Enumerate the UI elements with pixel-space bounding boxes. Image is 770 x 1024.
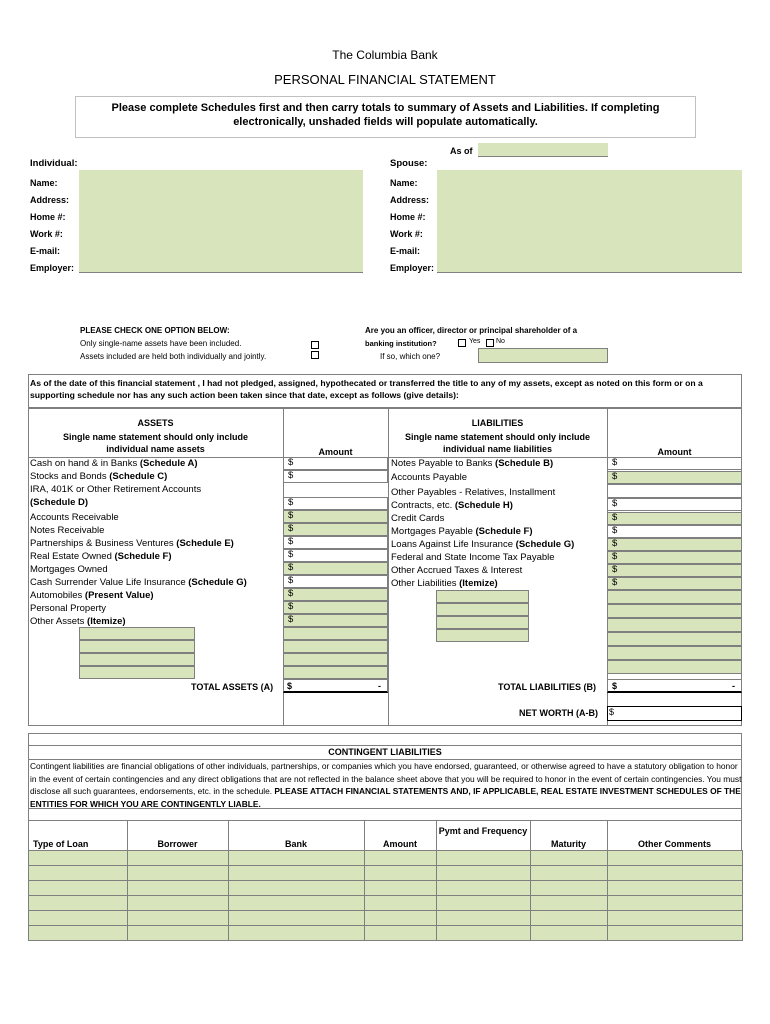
yes-checkbox[interactable] bbox=[458, 339, 466, 347]
asset-amount-cell[interactable] bbox=[283, 640, 388, 653]
liability-dollar-sign: $ bbox=[612, 498, 618, 509]
asset-amount-cell[interactable] bbox=[283, 470, 388, 483]
liability-amount-cell[interactable] bbox=[607, 471, 742, 484]
page-title: PERSONAL FINANCIAL STATEMENT bbox=[274, 72, 496, 87]
contingent-table-cell[interactable] bbox=[530, 865, 608, 881]
contingent-table-cell[interactable] bbox=[127, 880, 229, 896]
contingent-table-cell[interactable] bbox=[436, 910, 531, 926]
asset-row-label: Personal Property bbox=[30, 603, 107, 614]
asset-amount-cell[interactable] bbox=[283, 653, 388, 666]
contingent-table-cell[interactable] bbox=[364, 925, 437, 941]
asset-amount-cell[interactable] bbox=[283, 627, 388, 640]
contingent-text: Contingent liabilities are financial obligations of other individuals, partnerships, or companies which you have endorsed, guaranteed, or otherwise agreed to have a statutory obligation to honor in the event of certain contingencies and any direct obligations that are not reflected in the balance sheet above that you will be required to honor in the event of certain contingencies. You must disclose all such guarantees, endorsements, etc. in the schedule. PLEASE ATTACH FINANCIAL STATEMENTS AND, IF APPLICABLE, REAL ESTATE INVESTMENT SCHEDULES OF THE ENTITIES FOR WHICH YOU ARE CONTINGENTLY LIABLE. bbox=[30, 761, 742, 809]
asset-amount-cell[interactable] bbox=[283, 497, 388, 510]
total-assets-cell bbox=[283, 679, 388, 693]
asset-amount-cell[interactable] bbox=[283, 588, 388, 601]
no-label: No bbox=[496, 338, 505, 345]
contingent-column-header: Amount bbox=[383, 839, 417, 849]
individual-field-input[interactable] bbox=[79, 238, 363, 256]
contingent-table-cell[interactable] bbox=[28, 880, 128, 896]
asset-amount-cell[interactable] bbox=[283, 457, 388, 470]
liability-dollar-sign: $ bbox=[612, 512, 618, 523]
liability-dollar-sign: $ bbox=[612, 551, 618, 562]
option-heading: PLEASE CHECK ONE OPTION BELOW: bbox=[80, 326, 230, 335]
contingent-table-cell[interactable] bbox=[530, 925, 608, 941]
contingent-table-cell[interactable] bbox=[127, 925, 229, 941]
spouse-field-input[interactable] bbox=[437, 204, 742, 222]
contingent-table-cell[interactable] bbox=[607, 925, 743, 941]
liability-dollar-sign: $ bbox=[612, 457, 618, 468]
spouse-field-label: Address: bbox=[390, 195, 430, 205]
contingent-table-cell[interactable] bbox=[28, 910, 128, 926]
individual-heading: Individual: bbox=[30, 158, 78, 169]
yes-label: Yes bbox=[469, 338, 481, 345]
asset-dollar-sign: $ bbox=[288, 470, 294, 481]
contingent-table-cell[interactable] bbox=[228, 865, 365, 881]
assets-sub1: Single name statement should only include bbox=[62, 432, 249, 442]
contingent-table-cell[interactable] bbox=[127, 910, 229, 926]
asset-dollar-sign: $ bbox=[288, 457, 294, 468]
liabilities-sub1: Single name statement should only include bbox=[404, 432, 591, 442]
individual-field-input[interactable] bbox=[79, 204, 363, 222]
liability-row-label: Notes Payable to Banks (Schedule B) bbox=[391, 458, 554, 469]
contingent-column-header: Pymt and Frequency bbox=[438, 826, 528, 836]
assets-sub2: individual name assets bbox=[106, 444, 205, 454]
as-of-date-input[interactable] bbox=[478, 143, 608, 157]
officer-question: Are you an officer, director or principal shareholder of a bbox=[365, 326, 578, 335]
contingent-heading: CONTINGENT LIABILITIES bbox=[328, 747, 442, 757]
contingent-table-cell[interactable] bbox=[364, 880, 437, 896]
total-assets-value: - bbox=[378, 681, 381, 691]
liability-amount-cell[interactable] bbox=[607, 632, 742, 646]
asset-itemize-cell[interactable] bbox=[79, 653, 195, 666]
liability-amount-cell[interactable] bbox=[607, 498, 742, 511]
contingent-table-cell[interactable] bbox=[436, 880, 531, 896]
asset-itemize-cell[interactable] bbox=[79, 666, 195, 679]
asset-amount-cell[interactable] bbox=[283, 562, 388, 575]
asset-amount-cell[interactable] bbox=[283, 523, 388, 536]
net-worth-label: NET WORTH (A-B) bbox=[519, 708, 598, 718]
contingent-table-cell[interactable] bbox=[28, 850, 128, 866]
asset-itemize-cell[interactable] bbox=[79, 627, 195, 640]
liabilities-heading: LIABILITIES bbox=[471, 418, 524, 428]
liability-itemize-cell[interactable] bbox=[436, 629, 529, 642]
individual-field-label: Employer: bbox=[30, 263, 75, 273]
contingent-table-cell[interactable] bbox=[228, 880, 365, 896]
individual-field-input[interactable] bbox=[79, 170, 363, 188]
contingent-table-cell[interactable] bbox=[127, 865, 229, 881]
liability-row-label: Other Liabilities (Itemize) bbox=[391, 578, 498, 589]
contingent-table-cell[interactable] bbox=[530, 850, 608, 866]
liability-amount-cell[interactable] bbox=[607, 484, 742, 498]
contingent-table-cell[interactable] bbox=[607, 880, 743, 896]
asset-amount-cell[interactable] bbox=[283, 549, 388, 562]
asset-dollar-sign: $ bbox=[288, 510, 294, 521]
contingent-table-cell[interactable] bbox=[607, 910, 743, 926]
contingent-table-cell[interactable] bbox=[127, 895, 229, 911]
pledge-statement: As of the date of this financial statement , I had not pledged, assigned, hypothecated or transferred the title to any of my assets, except as noted on this form or on a supporting schedule nor has any such action been taken since that date, except as follows (give details): bbox=[30, 378, 703, 400]
liability-row-label: Contracts, etc. (Schedule H) bbox=[391, 500, 513, 511]
divider bbox=[388, 408, 389, 726]
liability-itemize-cell[interactable] bbox=[436, 616, 529, 629]
liabilities-sub2: individual name liabilities bbox=[442, 444, 553, 454]
contingent-table-cell[interactable] bbox=[228, 925, 365, 941]
asset-dollar-sign: $ bbox=[288, 549, 294, 560]
liability-row-label: Other Payables - Relatives, Installment bbox=[391, 487, 556, 498]
contingent-table-cell[interactable] bbox=[28, 895, 128, 911]
liability-dollar-sign: $ bbox=[612, 577, 618, 588]
contingent-table-cell[interactable] bbox=[436, 850, 531, 866]
spouse-field-label: Name: bbox=[390, 178, 418, 188]
which-institution-input[interactable] bbox=[478, 348, 608, 363]
contingent-column-header: Type of Loan bbox=[33, 839, 89, 849]
contingent-column-header: Maturity bbox=[550, 839, 586, 849]
asset-row-label: Notes Receivable bbox=[30, 525, 105, 536]
contingent-table-cell[interactable] bbox=[436, 895, 531, 911]
asset-row-label: Mortgages Owned bbox=[30, 564, 108, 575]
officer-question-2: banking institution? bbox=[365, 339, 437, 348]
asset-amount-cell[interactable] bbox=[283, 601, 388, 614]
contingent-table-cell[interactable] bbox=[228, 895, 365, 911]
as-of-label: As of bbox=[450, 146, 473, 156]
individual-field-label: Home #: bbox=[30, 212, 66, 222]
liability-amount-cell[interactable] bbox=[607, 551, 742, 564]
contingent-table-cell[interactable] bbox=[530, 910, 608, 926]
contingent-table-cell[interactable] bbox=[607, 895, 743, 911]
asset-dollar-sign: $ bbox=[288, 536, 294, 547]
liability-row-label: Mortgages Payable (Schedule F) bbox=[391, 526, 533, 537]
contingent-table-cell[interactable] bbox=[436, 925, 531, 941]
spouse-field-input[interactable] bbox=[437, 238, 742, 256]
asset-row-label: Cash on hand & in Banks (Schedule A) bbox=[30, 458, 198, 469]
contingent-table-cell[interactable] bbox=[364, 865, 437, 881]
liability-itemize-cell[interactable] bbox=[436, 590, 529, 603]
total-liabilities-label: TOTAL LIABILITIES (B) bbox=[498, 682, 596, 692]
liabilities-amount-header: Amount bbox=[657, 447, 692, 457]
contingent-table-cell[interactable] bbox=[28, 865, 128, 881]
total-liabilities-cell bbox=[607, 679, 742, 693]
net-worth-cell bbox=[607, 706, 742, 721]
asset-amount-cell[interactable] bbox=[283, 536, 388, 549]
asset-row-label: Automobiles (Present Value) bbox=[30, 590, 154, 601]
spouse-field-input[interactable] bbox=[437, 255, 742, 273]
individual-field-input[interactable] bbox=[79, 221, 363, 239]
contingent-table-cell[interactable] bbox=[530, 895, 608, 911]
contingent-column-header: Borrower bbox=[157, 839, 198, 849]
contingent-table-cell[interactable] bbox=[228, 910, 365, 926]
liability-itemize-cell[interactable] bbox=[436, 603, 529, 616]
asset-row-label: Stocks and Bonds (Schedule C) bbox=[30, 471, 168, 482]
total-assets-dollar: $ bbox=[287, 681, 293, 691]
net-worth-dollar: $ bbox=[609, 707, 615, 717]
spouse-field-label: Employer: bbox=[390, 263, 435, 273]
spouse-heading: Spouse: bbox=[390, 158, 428, 169]
single-name-checkbox[interactable] bbox=[311, 341, 319, 349]
liability-row-label: Loans Against Life Insurance (Schedule G) bbox=[391, 539, 575, 550]
contingent-table-cell[interactable] bbox=[607, 865, 743, 881]
contingent-table-cell[interactable] bbox=[127, 850, 229, 866]
asset-dollar-sign: $ bbox=[288, 588, 294, 599]
liability-amount-cell[interactable] bbox=[607, 590, 742, 604]
no-checkbox[interactable] bbox=[486, 339, 494, 347]
asset-amount-cell[interactable] bbox=[283, 614, 388, 627]
asset-row-label: Accounts Receivable bbox=[30, 512, 119, 523]
liability-amount-cell[interactable] bbox=[607, 457, 742, 470]
contingent-table-cell[interactable] bbox=[228, 850, 365, 866]
spouse-field-input[interactable] bbox=[437, 170, 742, 188]
asset-row-label: (Schedule D) bbox=[30, 497, 89, 508]
liability-dollar-sign: $ bbox=[612, 471, 618, 482]
contingent-rule bbox=[28, 808, 742, 809]
individual-field-label: Name: bbox=[30, 178, 58, 188]
contingent-rule bbox=[28, 745, 742, 746]
which-label: If so, which one? bbox=[380, 352, 441, 361]
liability-amount-cell[interactable] bbox=[607, 564, 742, 577]
contingent-table-cell[interactable] bbox=[607, 850, 743, 866]
liability-dollar-sign: $ bbox=[612, 525, 618, 536]
asset-amount-cell[interactable] bbox=[283, 575, 388, 588]
contingent-table-cell[interactable] bbox=[530, 880, 608, 896]
asset-row-label: IRA, 401K or Other Retirement Accounts bbox=[30, 484, 202, 495]
contingent-table-cell[interactable] bbox=[364, 910, 437, 926]
individual-field-label: Address: bbox=[30, 195, 70, 205]
asset-row-label: Real Estate Owned (Schedule F) bbox=[30, 551, 172, 562]
asset-itemize-cell[interactable] bbox=[79, 640, 195, 653]
liability-dollar-sign: $ bbox=[612, 538, 618, 549]
liability-amount-cell[interactable] bbox=[607, 538, 742, 551]
liability-amount-cell[interactable] bbox=[607, 604, 742, 618]
liability-amount-cell[interactable] bbox=[607, 512, 742, 525]
asset-amount-cell[interactable] bbox=[283, 510, 388, 523]
bank-name: The Columbia Bank bbox=[332, 48, 438, 62]
liability-amount-cell[interactable] bbox=[607, 618, 742, 632]
total-assets-label: TOTAL ASSETS (A) bbox=[191, 682, 274, 692]
joint-checkbox[interactable] bbox=[311, 351, 319, 359]
individual-field-input[interactable] bbox=[79, 187, 363, 205]
asset-dollar-sign: $ bbox=[288, 601, 294, 612]
contingent-table-cell[interactable] bbox=[364, 850, 437, 866]
spouse-field-input[interactable] bbox=[437, 187, 742, 205]
asset-dollar-sign: $ bbox=[288, 523, 294, 534]
total-liabilities-dollar: $ bbox=[612, 681, 618, 691]
contingent-column-header: Bank bbox=[284, 839, 307, 849]
assets-heading: ASSETS bbox=[137, 418, 174, 428]
individual-field-label: E-mail: bbox=[30, 246, 61, 256]
total-liabilities-value: - bbox=[732, 681, 735, 691]
liability-dollar-sign: $ bbox=[612, 564, 618, 575]
liability-row-label: Accounts Payable bbox=[391, 472, 468, 483]
spouse-field-input[interactable] bbox=[437, 221, 742, 239]
asset-row-label: Cash Surrender Value Life Insurance (Schedule G) bbox=[30, 577, 247, 588]
contingent-column-header: Other Comments bbox=[637, 839, 711, 849]
asset-dollar-sign: $ bbox=[288, 575, 294, 586]
spouse-field-label: E-mail: bbox=[390, 246, 421, 256]
asset-amount-cell[interactable] bbox=[283, 666, 388, 679]
liability-amount-cell[interactable] bbox=[607, 525, 742, 538]
spouse-field-label: Home #: bbox=[390, 212, 426, 222]
asset-dollar-sign: $ bbox=[288, 614, 294, 625]
liability-amount-cell[interactable] bbox=[607, 577, 742, 590]
spouse-field-label: Work #: bbox=[390, 229, 423, 239]
liability-row-label: Federal and State Income Tax Payable bbox=[391, 552, 555, 563]
asset-dollar-sign: $ bbox=[288, 562, 294, 573]
asset-row-label: Other Assets (Itemize) bbox=[30, 616, 126, 627]
contingent-rule bbox=[28, 820, 742, 821]
liability-amount-cell[interactable] bbox=[607, 646, 742, 660]
asset-row-label: Partnerships & Business Ventures (Schedule E) bbox=[30, 538, 234, 549]
contingent-table-cell[interactable] bbox=[436, 865, 531, 881]
liability-amount-cell[interactable] bbox=[607, 660, 742, 674]
liability-row-label: Other Accrued Taxes & Interest bbox=[391, 565, 523, 576]
contingent-table-cell[interactable] bbox=[364, 895, 437, 911]
contingent-table-cell[interactable] bbox=[28, 925, 128, 941]
option-joint: Assets included are held both individually and jointly. bbox=[80, 352, 267, 361]
individual-field-input[interactable] bbox=[79, 255, 363, 273]
instructions-box: Please complete Schedules first and then carry totals to summary of Assets and Liabilities. If completing electronically, unshaded fields will populate automatically. bbox=[75, 96, 696, 138]
assets-amount-header: Amount bbox=[318, 447, 353, 457]
asset-dollar-sign: $ bbox=[288, 497, 294, 508]
individual-field-label: Work #: bbox=[30, 229, 63, 239]
liability-row-label: Credit Cards bbox=[391, 513, 445, 524]
option-single-name: Only single-name assets have been included. bbox=[80, 339, 242, 348]
